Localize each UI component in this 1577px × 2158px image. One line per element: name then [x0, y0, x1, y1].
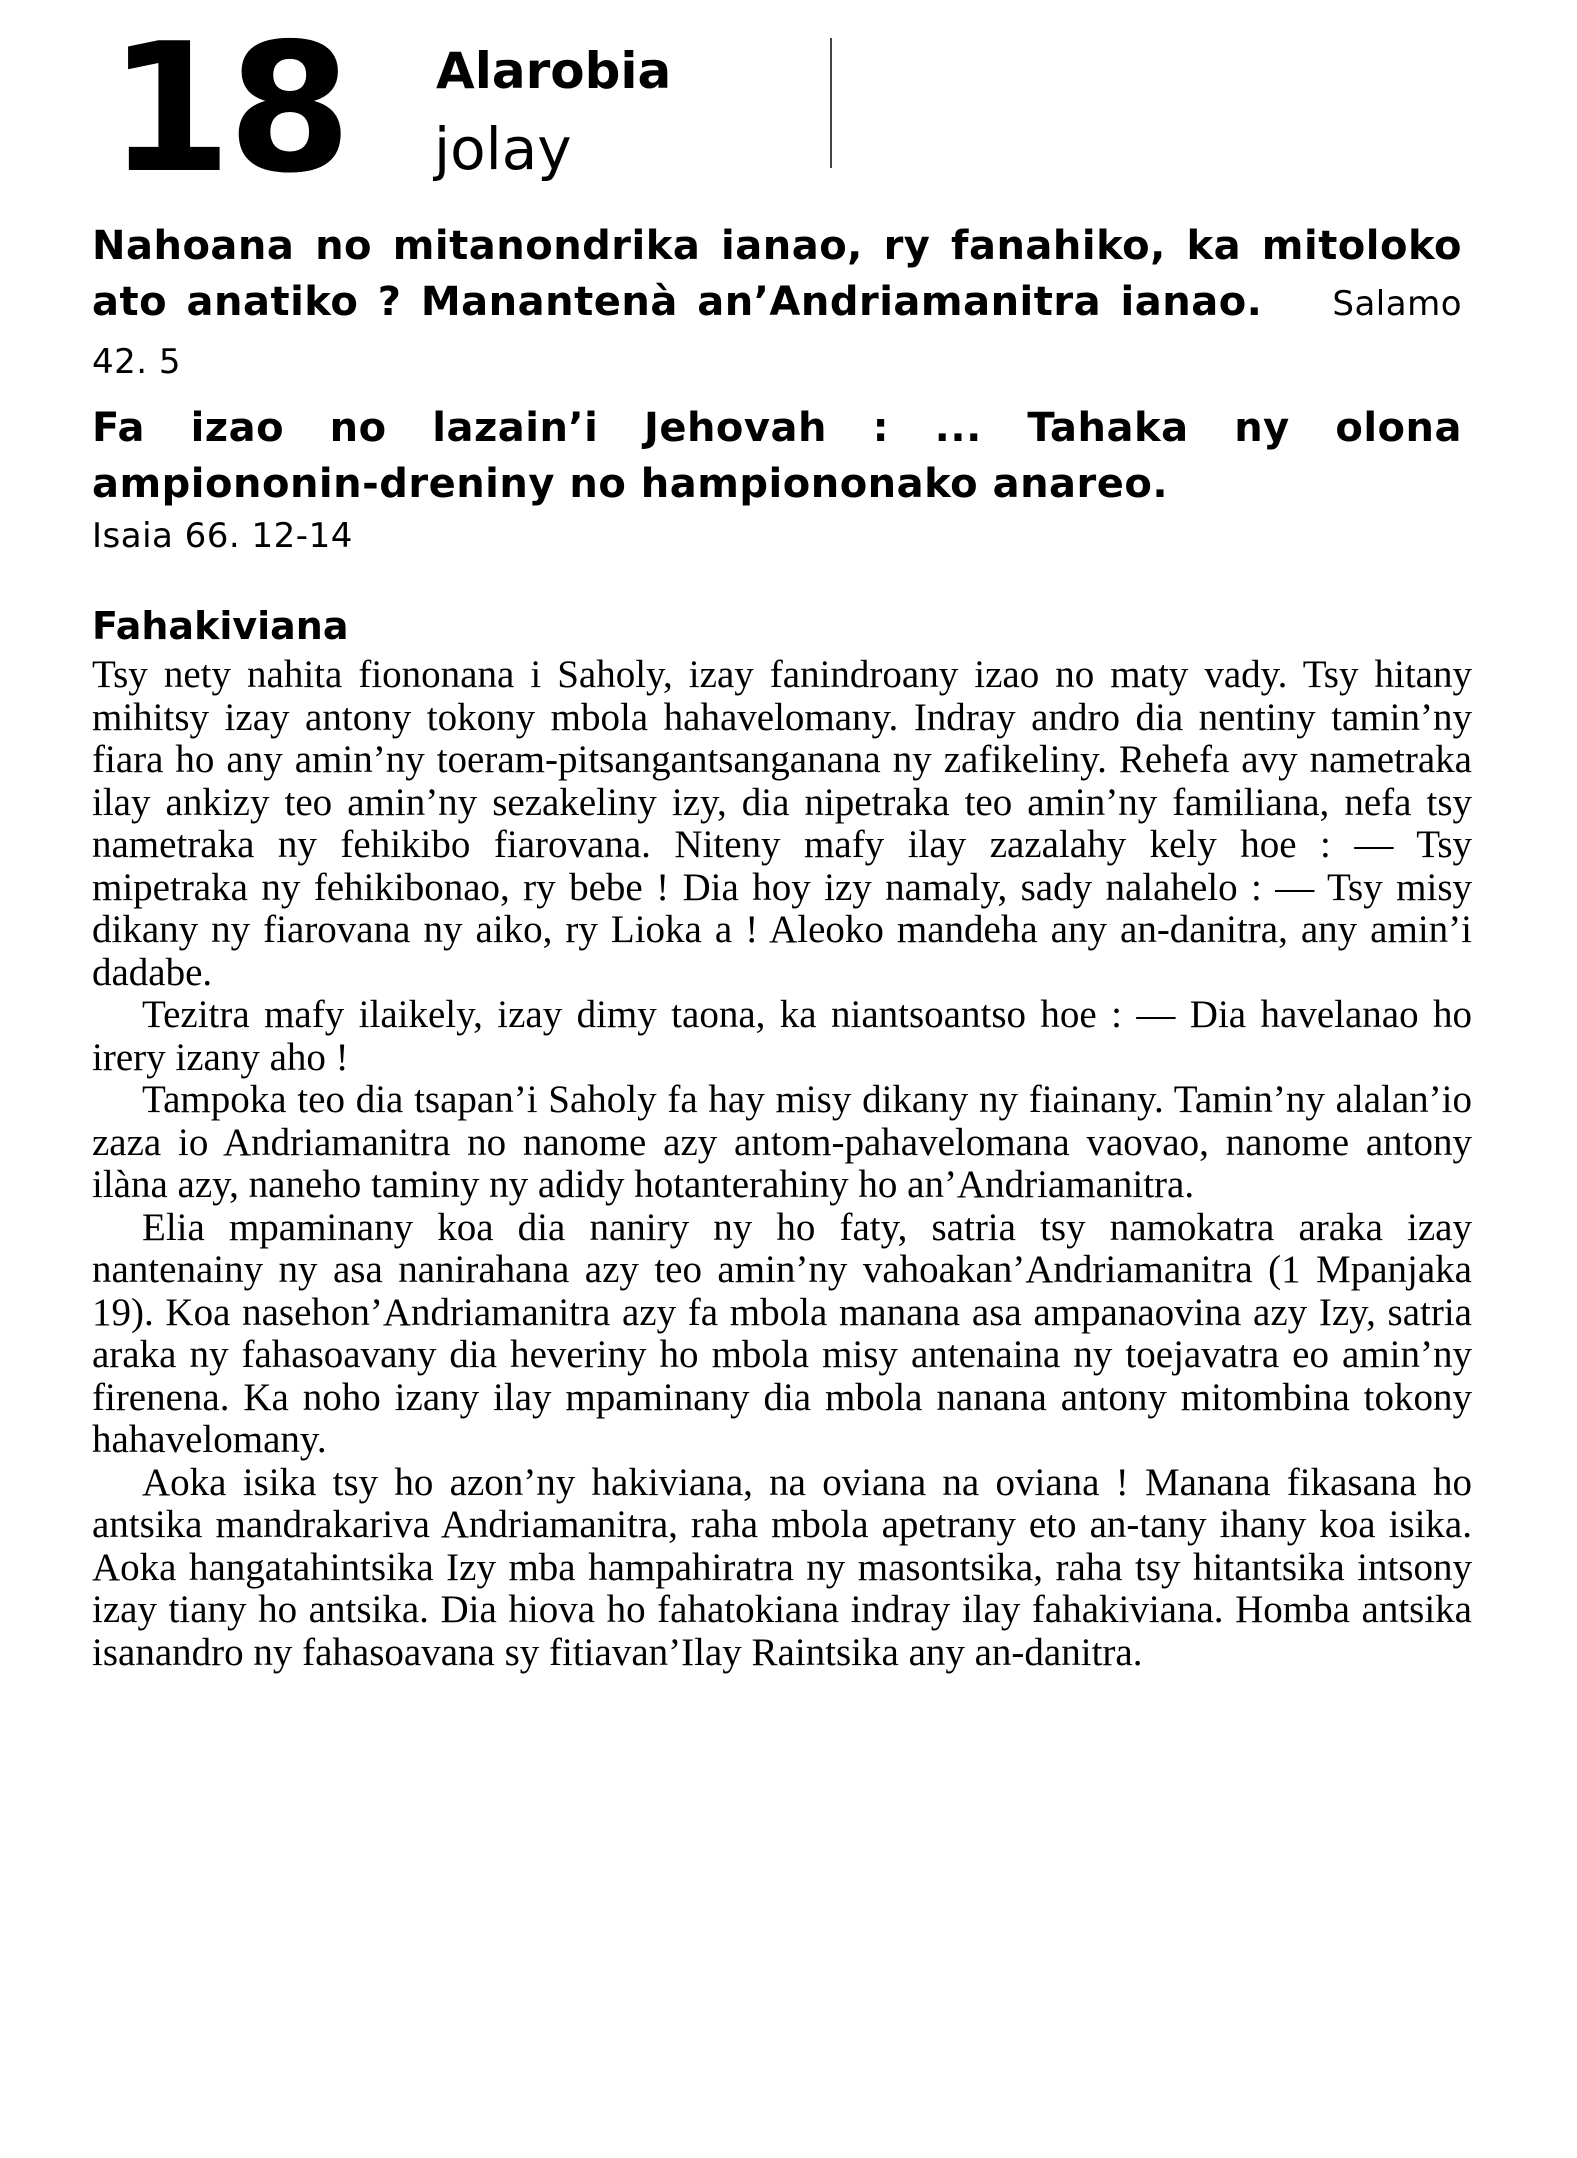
- section-body: [92, 654, 1472, 1674]
- verse-1-reference: Salamo 42. 5: [92, 284, 1462, 382]
- paragraph: Tampoka teo dia tsapan’i Saholy fa hay misy dikany ny fiainany. Tamin’ny alalan’io zaza io Andriamanitra no nanome azy antom-pahavelomana vaovao, nanome antony ilàna azy, naneho taminy ny adidy hotanterahiny ho an’Andriamanitra.: [92, 1078, 1472, 1206]
- verse-1: [92, 218, 1462, 390]
- weekday: Alarobia: [436, 42, 672, 100]
- section-title: Fahakiviana: [92, 604, 349, 648]
- verse-2-reference: Isaia 66. 12-14: [92, 516, 353, 556]
- paragraph: Tezitra mafy ilaikely, izay dimy taona, ka niantsoantso hoe : — Dia havelanao ho irery izany aho !: [92, 993, 1472, 1079]
- paragraph: Elia mpaminany koa dia naniry ny ho faty, satria tsy namokatra araka izay nantenainy ny asa nanirahana azy teo amin’ny vahoakan’Andriamanitra (1 Mpanjaka 19). Koa nasehon’Andriamanitra azy fa mbola manana asa ampanaovina azy Izy, satria araka ny fahasoavany dia heveriny ho mbola misy antenaina ny toejavatra eo amin’ny firenena. Ka noho izany ilay mpaminany dia mbola nanana antony mitombina tokony hahavelomany.: [92, 1205, 1472, 1461]
- verse-2: [92, 400, 1462, 512]
- day-number: 18: [108, 5, 348, 212]
- paragraph: Aoka isika tsy ho azon’ny hakiviana, na oviana na oviana ! Manana fikasana ho antsika mandrakariva Andriamanitra, raha mbola apetrany eto an-tany ihany koa isika. Aoka hangatahintsika Izy mba hampahiratra ny masontsika, raha tsy hitantsika intsony izay tiany ho antsika. Dia hiova ho fahatokiana indray ilay fahakiviana. Homba antsika isanandro ny fahasoavana sy fitiavan’Ilay Raintsika any an-danitra.: [92, 1460, 1472, 1674]
- month: jolay: [434, 115, 572, 183]
- paragraph: Tsy nety nahita fiononana i Saholy, izay fanindroany izao no maty vady. Tsy hitany mihitsy izay antony tokony mbola hahavelomany. Indray andro dia nentiny tamin’ny fiara ho any amin’ny toeram-pitsangantsanganana ny zafikeliny. Rehefa avy nametraka ilay ankizy teo amin’ny sezakeliny izy, dia nipetraka teo amin’ny familiana, nefa tsy nametraka ny fehikibo fiarovana. Niteny mafy ilay zazalahy kely hoe : — Tsy mipetraka ny fehikibonao, ry bebe ! Dia hoy izy namaly, sady nalahelo : — Tsy misy dikany ny fiarovana ny aiko, ry Lioka a ! Aleoko mandeha any an-danitra, any amin’i dadabe.: [92, 653, 1472, 994]
- verse-2-text: Fa izao no lazain’i Jehovah : ... Tahaka ny olona ampiononin-dreniny no hampiononako anareo.: [92, 405, 1462, 507]
- verse-1-text: Nahoana no mitanondrika ianao, ry fanahiko, ka mitoloko ato anatiko ? Manantenà an’Andriamanitra ianao.: [92, 223, 1462, 325]
- header-divider: [830, 38, 832, 168]
